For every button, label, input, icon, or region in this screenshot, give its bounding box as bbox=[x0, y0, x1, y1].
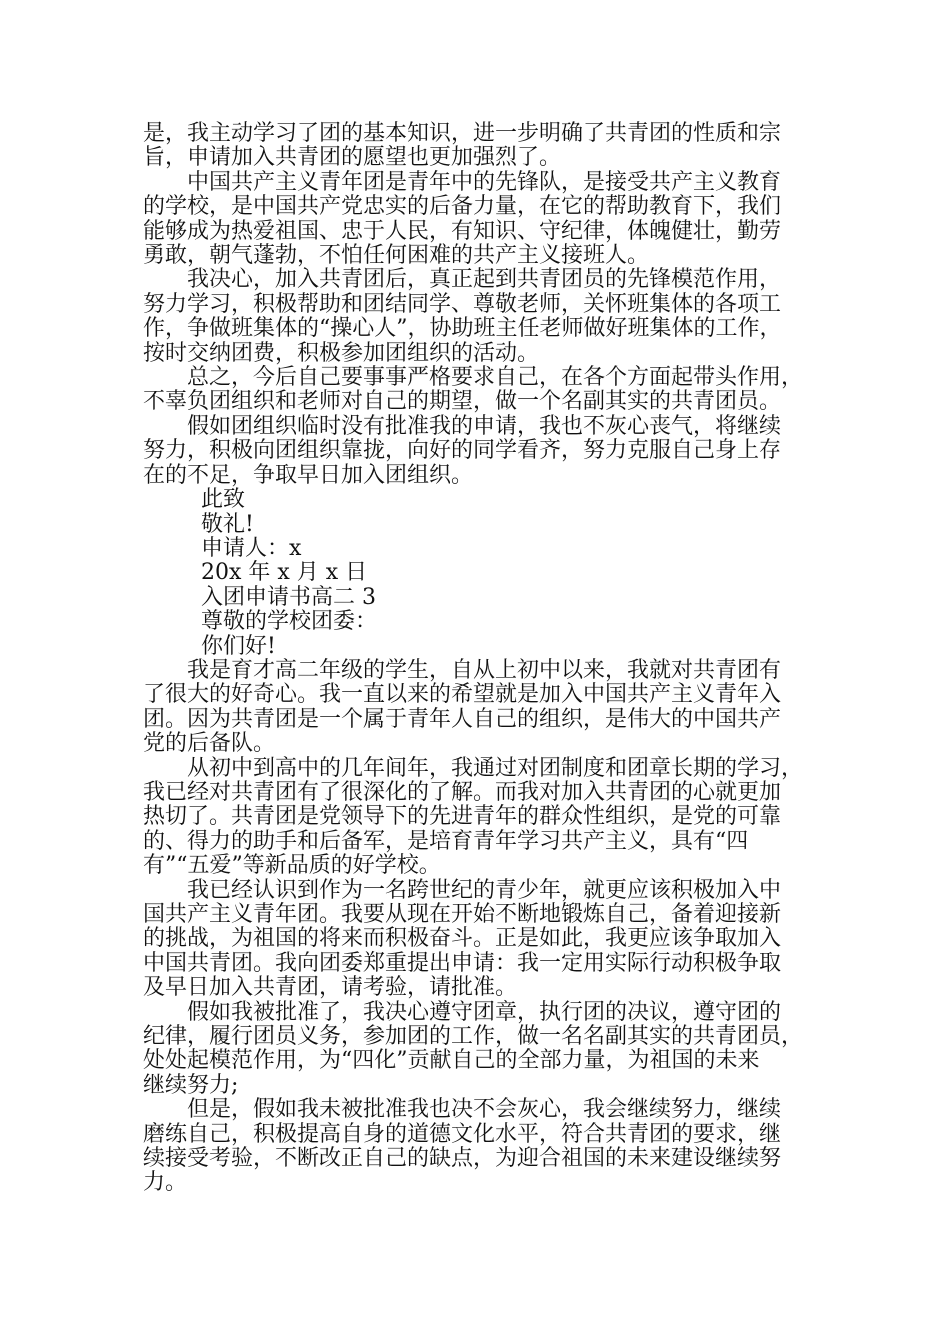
document-body bbox=[143, 122, 811, 1196]
paragraph: 中国共产主义青年团是青年中的先锋队，是接受共产主义教育 的学校，是中国共产党忠实的后备力量，在它的帮助教育下，我们 能够成为热爱祖国、忠于人民，有知识、守纪律，体魄健壮，勤劳 勇敢，朝气蓬勃，不怕任何困难的共产主义接班人。 bbox=[143, 169, 782, 269]
section-title: 入团申请书高二 3 bbox=[201, 584, 376, 610]
greeting-line: 你们好! bbox=[201, 633, 276, 659]
closing-line: 此致 bbox=[201, 487, 246, 513]
paragraph: 总之，今后自己要事事严格要求自己，在各个方面起带头作用， 不辜负团组织和老师对自己的期望，做一个名副其实的共青团员。 bbox=[143, 365, 804, 415]
date-line: 20x 年 x 月 x 日 bbox=[201, 560, 368, 586]
salutation-line: 敬礼! bbox=[201, 511, 254, 537]
paragraph: 我是育才高二年级的学生，自从上初中以来，我就对共青团有 了很大的好奇心。我一直以来的希望就是加入中国共产主义青年入 团。因为共青团是一个属于青年人自己的组织，是伟大的中国共产 党的后备队。 bbox=[143, 657, 782, 757]
applicant-line: 申请人：x bbox=[201, 535, 302, 561]
addressee-line: 尊敬的学校团委： bbox=[201, 609, 378, 635]
paragraph: 从初中到高中的几年间年，我通过对团制度和团章长期的学习， 我已经对共青团有了很深化的了解。而我对加入共青团的心就更加 热切了。共青团是党领导下的先进青年的群众性组织，是党的可靠 的、得力的助手和后备军，是培育青年学习共产主义，具有“四 有”“五爱”等新品质的好学校。 bbox=[143, 755, 804, 879]
paragraph: 假如我被批准了，我决心遵守团章，执行团的决议，遵守团的 纪律，履行团员义务，参加团的工作，做一名名副其实的共青团员， 处处起模范作用，为“四化”贡献自己的全部力量，为祖国的未来 继续努力; bbox=[143, 999, 804, 1098]
paragraph: 但是，假如我未被批准我也决不会灰心，我会继续努力，继续 磨练自己，积极提高自身的道德文化水平，符合共青团的要求，继 续接受考验，不断改正自己的缺点，为迎合祖国的未来建设继续努 力。 bbox=[143, 1097, 782, 1196]
paragraph: 我决心，加入共青团后，真正起到共青团员的先锋模范作用， 努力学习，积极帮助和团结同学、尊敬老师，关怀班集体的各项工 作，争做班集体的“操心人”，协助班主任老师做好班集体的工作， 按时交纳团费，积极参加团组织的活动。 bbox=[143, 267, 782, 366]
paragraph: 我已经认识到作为一名跨世纪的青少年，就更应该积极加入中 国共产主义青年团。我要从现在开始不断地锻炼自己，备着迎接新 的挑战，为祖国的将来而积极奋斗。正是如此，我更应该争取加入 中国共青团。我向团委郑重提出申请：我一定用实际行动积极争取 及早日加入共青团，请考验，请批准。 bbox=[143, 877, 782, 1001]
paragraph-continued: 是，我主动学习了团的基本知识，进一步明确了共青团的性质和宗 旨，申请加入共青团的愿望也更加强烈了。 bbox=[143, 121, 782, 171]
paragraph: 假如团组织临时没有批准我的申请，我也不灰心丧气，将继续 努力，积极向团组织靠拢，向好的同学看齐，努力克服自己身上存 在的不足，争取早日加入团组织。 bbox=[143, 413, 782, 488]
